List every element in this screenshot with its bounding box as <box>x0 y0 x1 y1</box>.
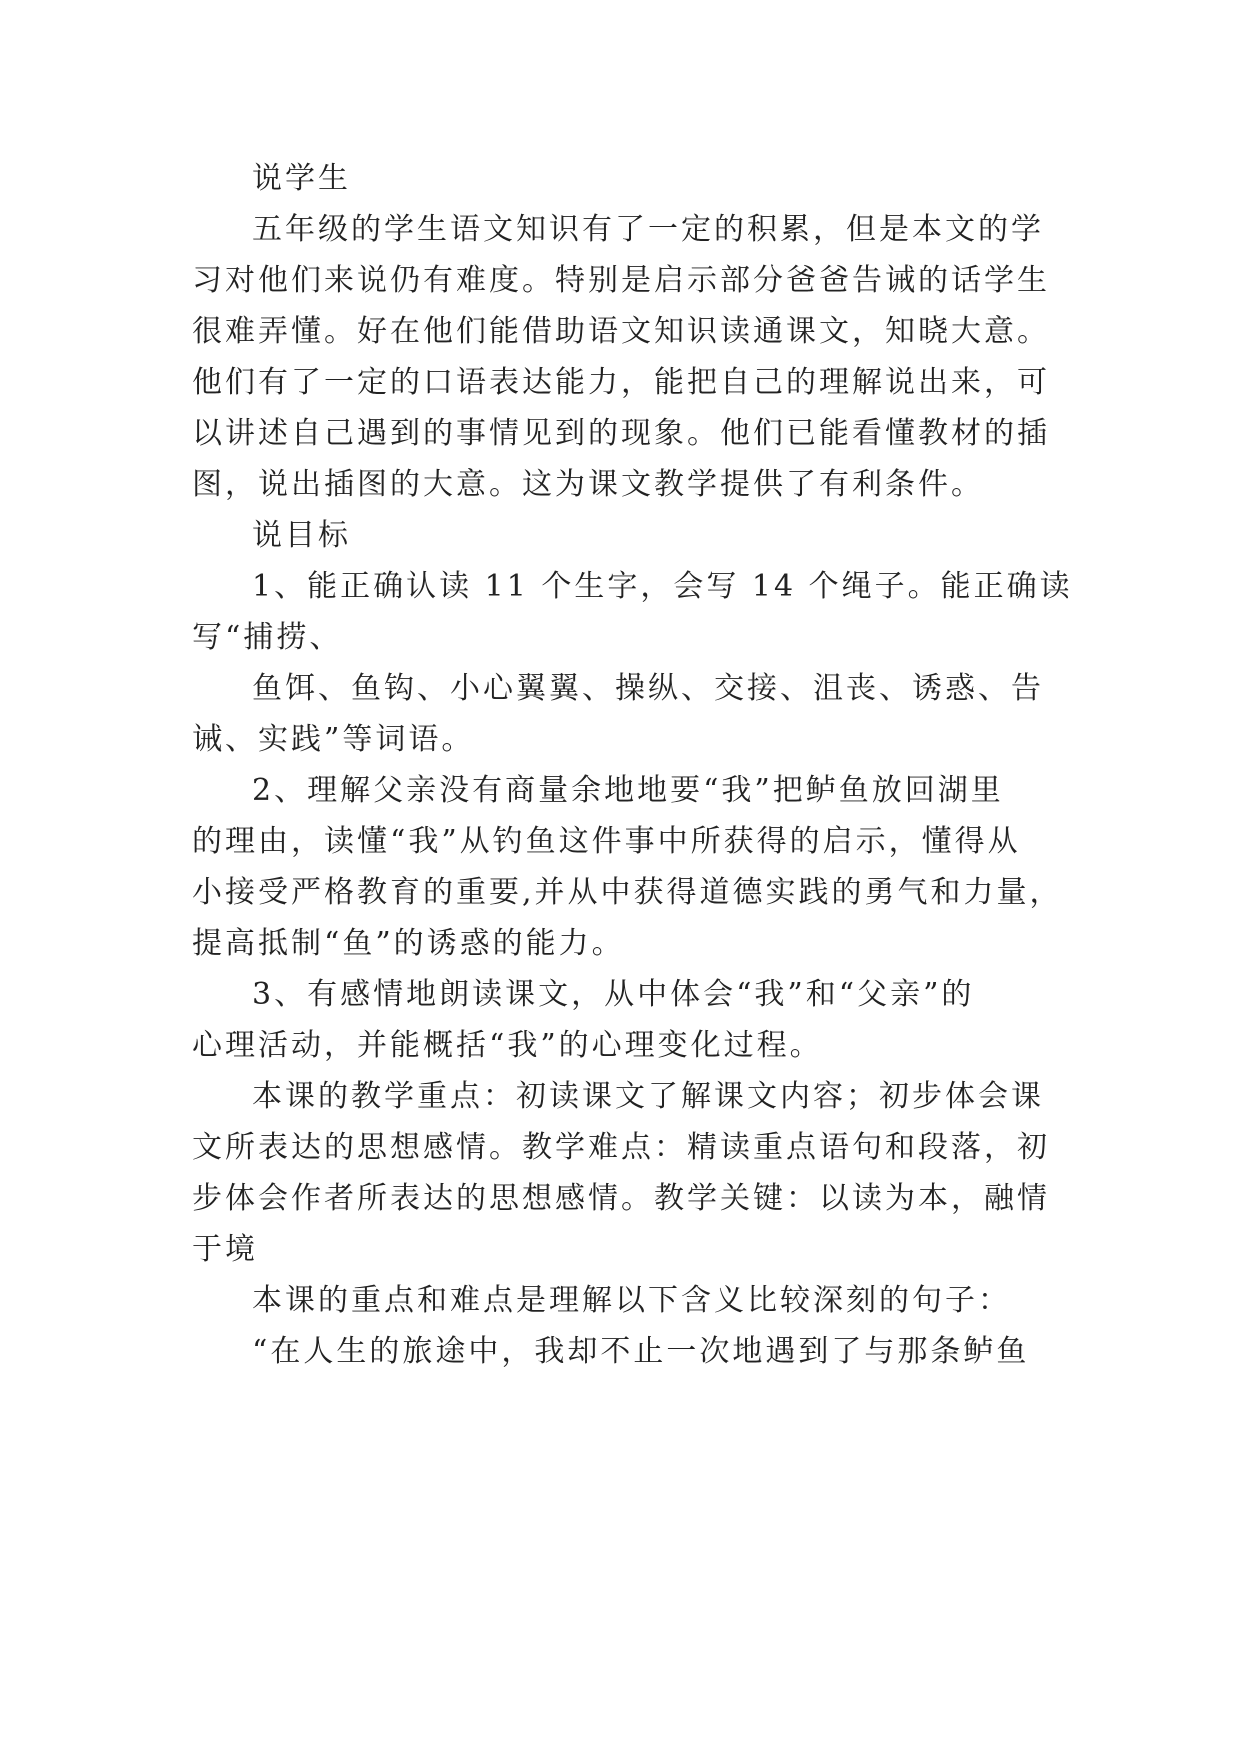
text-line: 步体会作者所表达的思想感情。教学关键：以读为本，融情 <box>192 1181 1050 1216</box>
text-line: 图，说出插图的大意。这为课文教学提供了有利条件。 <box>192 467 984 502</box>
text-line: 鱼饵、鱼钩、小心翼翼、操纵、交接、沮丧、诱惑、告 <box>252 671 1044 706</box>
text-line: 的理由，读懂“我”从钓鱼这件事中所获得的启示，懂得从 <box>192 824 1021 859</box>
text-line: 于境 <box>192 1232 258 1267</box>
text-line: “在人生的旅途中，我却不止一次地遇到了与那条鲈鱼 <box>252 1334 1030 1369</box>
text-line: 3、有感情地朗读课文，从中体会“我”和“父亲”的 <box>252 977 975 1012</box>
text-line: 写“捕捞、 <box>192 620 343 655</box>
text-line: 诫、实践”等词语。 <box>192 722 475 757</box>
text-line: 很难弄懂。好在他们能借助语文知识读通课文，知晓大意。 <box>192 314 1050 349</box>
text-line: 本课的教学重点：初读课文了解课文内容；初步体会课 <box>252 1079 1044 1114</box>
text-line: 说学生 <box>252 161 351 196</box>
text-line: 五年级的学生语文知识有了一定的积累，但是本文的学 <box>252 212 1044 247</box>
text-line: 以讲述自己遇到的事情见到的现象。他们已能看懂教材的插 <box>192 416 1050 451</box>
text-line: 1、能正确认读 11 个生字，会写 14 个绳子。能正确读 <box>252 569 1073 604</box>
text-line: 文所表达的思想感情。教学难点：精读重点语句和段落，初 <box>192 1130 1050 1165</box>
text-line: 2、理解父亲没有商量余地地要“我”把鲈鱼放回湖里 <box>252 773 1004 808</box>
text-line: 心理活动，并能概括“我”的心理变化过程。 <box>192 1028 823 1063</box>
text-line: 提高抵制“鱼”的诱惑的能力。 <box>192 926 625 961</box>
text-line: 习对他们来说仍有难度。特别是启示部分爸爸告诫的话学生 <box>192 263 1050 298</box>
text-line: 小接受严格教育的重要,并从中获得道德实践的勇气和力量， <box>192 875 1063 910</box>
text-line: 说目标 <box>252 518 351 553</box>
text-line: 本课的重点和难点是理解以下含义比较深刻的句子： <box>252 1283 1011 1318</box>
text-line: 他们有了一定的口语表达能力，能把自己的理解说出来，可 <box>192 365 1050 400</box>
